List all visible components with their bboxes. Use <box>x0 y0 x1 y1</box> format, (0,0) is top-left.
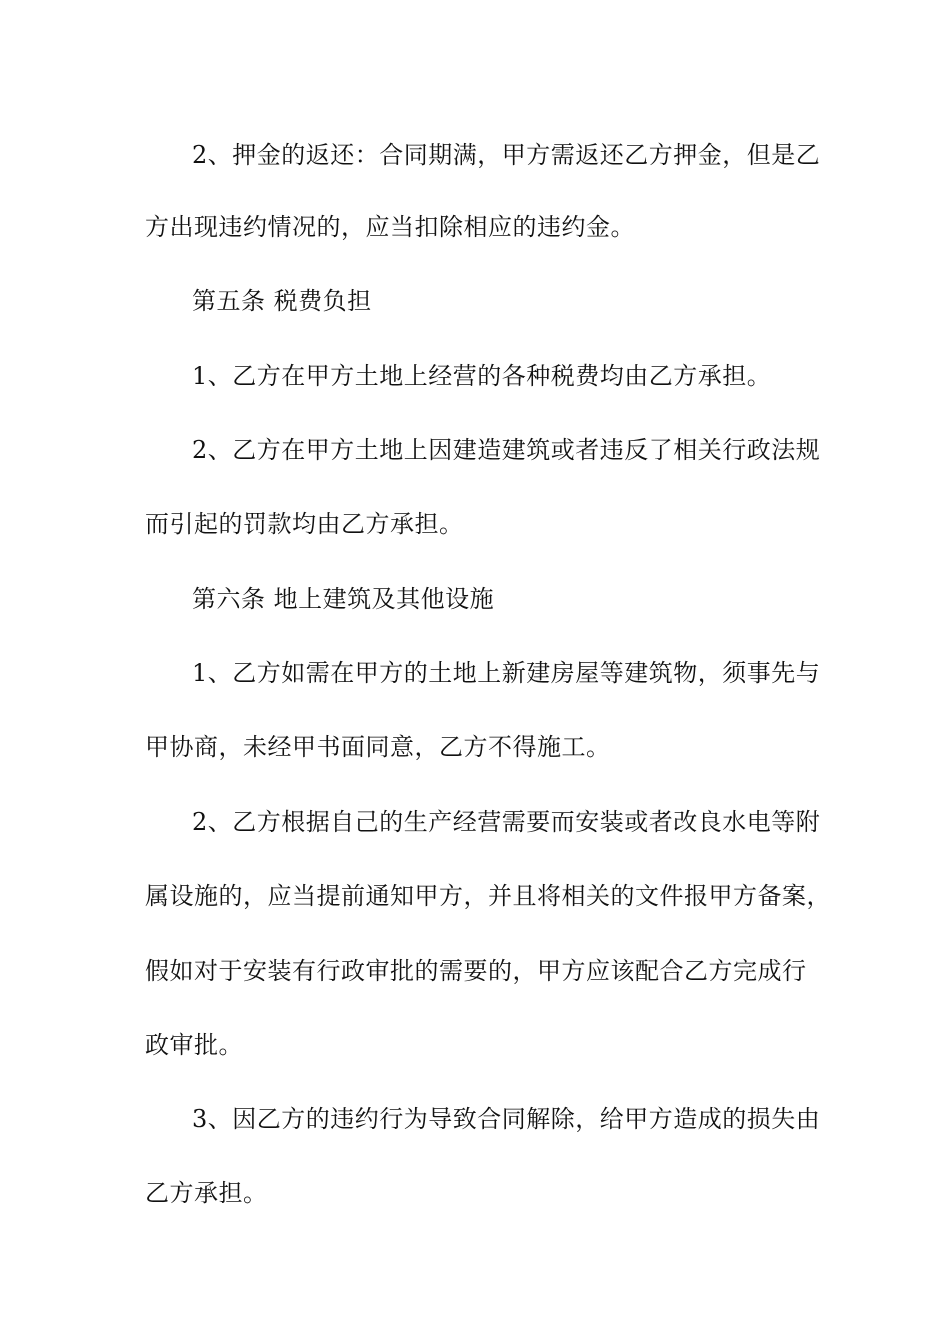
text-line: 方出现违约情况的，应当扣除相应的违约金。 <box>145 213 635 241</box>
section-heading: 第六条 地上建筑及其他设施 <box>192 585 495 613</box>
text-line: 属设施的，应当提前通知甲方，并且将相关的文件报甲方备案， <box>145 882 831 910</box>
text-line: 2、乙方在甲方土地上因建造建筑或者违反了相关行政法规 <box>192 436 821 464</box>
text-line: 1、乙方在甲方土地上经营的各种税费均由乙方承担。 <box>192 362 772 390</box>
text-line: 甲协商，未经甲书面同意，乙方不得施工。 <box>145 733 611 761</box>
text-line: 2、押金的返还：合同期满，甲方需返还乙方押金，但是乙 <box>192 141 821 169</box>
text-line: 3、因乙方的违约行为导致合同解除，给甲方造成的损失由 <box>192 1105 821 1133</box>
text-line: 2、乙方根据自己的生产经营需要而安装或者改良水电等附 <box>192 808 821 836</box>
text-line: 乙方承担。 <box>145 1179 268 1207</box>
text-line: 假如对于安装有行政审批的需要的，甲方应该配合乙方完成行 <box>145 957 807 985</box>
text-line: 政审批。 <box>145 1031 243 1059</box>
section-heading: 第五条 税费负担 <box>192 287 372 315</box>
text-line: 而引起的罚款均由乙方承担。 <box>145 510 464 538</box>
text-line: 1、乙方如需在甲方的土地上新建房屋等建筑物，须事先与 <box>192 659 821 687</box>
